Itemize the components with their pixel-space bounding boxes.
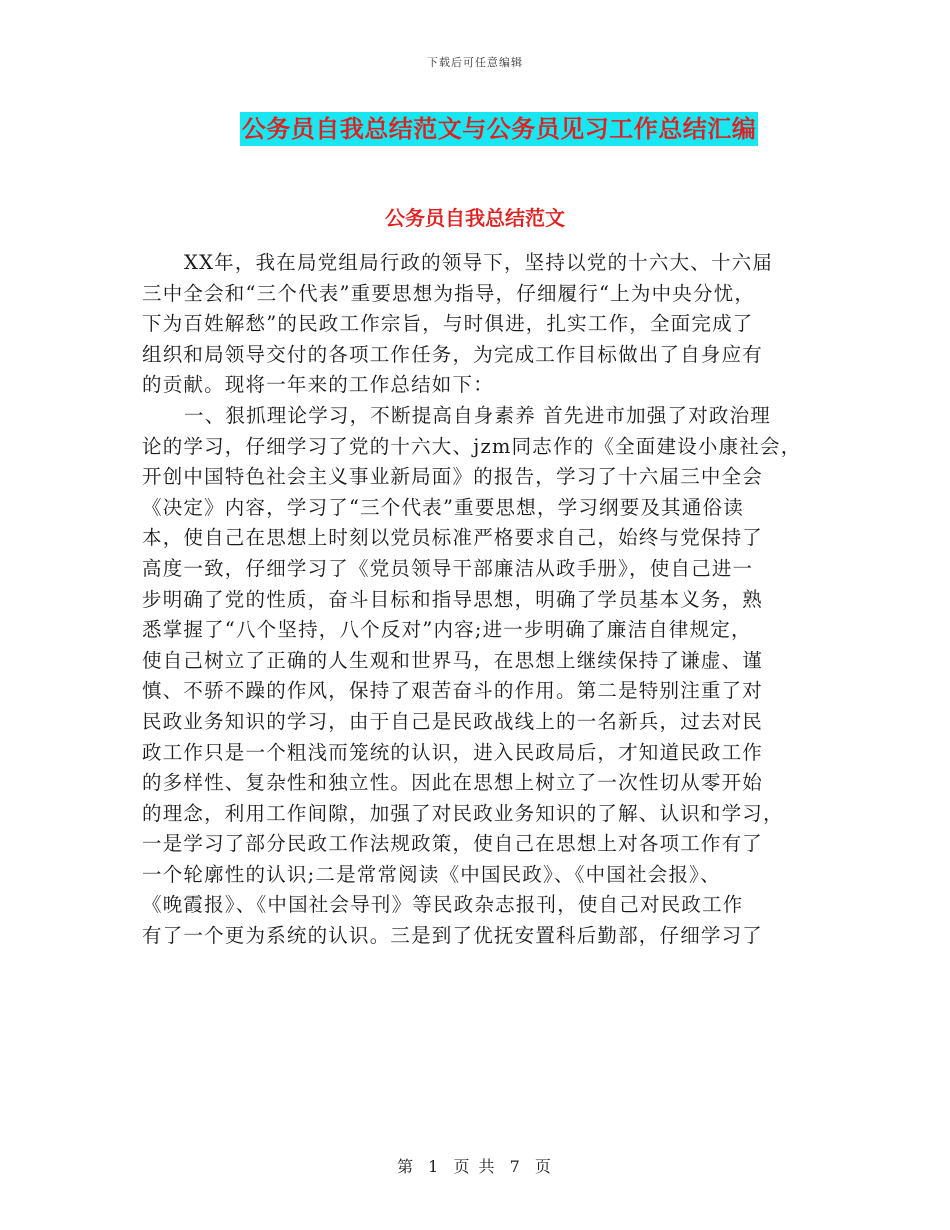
page-footer xyxy=(0,1154,950,1177)
body-line: 有了一个更为系统的认识。三是到了优抚安置科后勤部，仔细学习了 xyxy=(142,924,764,948)
page-label-suffix: 页 xyxy=(534,1157,553,1176)
body-line: 论的学习，仔细学习了党的十六大、jzm同志作的《全面建设小康社会， xyxy=(142,434,802,458)
body-line: 步明确了党的性质，奋斗目标和指导思想，明确了学员基本义务，熟 xyxy=(142,587,764,611)
main-title-container xyxy=(0,112,950,146)
body-line: 慎、不骄不躁的作风，保持了艰苦奋斗的作用。第二是特别注重了对 xyxy=(142,679,764,703)
body-line: 的理念，利用工作间隙，加强了对民政业务知识的了解、认识和学习， xyxy=(142,801,784,825)
body-line: 一是学习了部分民政工作法规政策，使自己在思想上对各项工作有了 xyxy=(142,832,764,856)
page-label-mid: 页 共 xyxy=(453,1157,497,1176)
body-line: 一个轮廓性的认识;二是常常阅读《中国民政》、《中国社会报》、 xyxy=(142,862,721,886)
document-title: 公务员自我总结范文与公务员见习工作总结汇编 xyxy=(240,112,759,146)
header-note: 下载后可任意编辑 xyxy=(427,56,523,69)
body-line: 悉掌握了“八个坚持，八个反对”内容;进一步明确了廉洁自律规定， xyxy=(142,618,752,642)
body-line: 一、狠抓理论学习，不断提高自身素养 首先进市加强了对政治理 xyxy=(184,403,771,427)
section-title: 公务员自我总结范文 xyxy=(385,206,565,230)
current-page-number: 1 xyxy=(428,1157,441,1176)
body-line: 《晚霞报》、《中国社会导刊》等民政杂志报刊，使自己对民政工作 xyxy=(142,893,744,917)
body-line: 高度一致，仔细学习了《党员领导干部廉洁从政手册》，使自己进一 xyxy=(142,556,754,580)
page-label-prefix: 第 xyxy=(397,1157,416,1176)
body-line: 本，使自己在思想上时刻以党员标准严格要求自己，始终与党保持了 xyxy=(142,526,764,550)
body-line: 下为百姓解愁”的民政工作宗旨，与时俱进，扎实工作，全面完成了 xyxy=(142,312,754,336)
body-line: 的多样性、复杂性和独立性。因此在思想上树立了一次性切从零开始 xyxy=(142,771,764,795)
body-line: 民政业务知识的学习，由于自己是民政战线上的一名新兵，过去对民 xyxy=(142,709,764,733)
body-line: 政工作只是一个粗浅而笼统的认识，进入民政局后，才知道民政工作 xyxy=(142,740,764,764)
body-line: 开创中国特色社会主义事业新局面》的报告，学习了十六届三中全会 xyxy=(142,465,764,489)
body-text xyxy=(142,248,832,952)
body-line: 的贡献。现将一年来的工作总结如下： xyxy=(142,373,494,397)
total-pages-number: 7 xyxy=(509,1157,522,1176)
body-line: XX年，我在局党组局行政的领导下，坚持以党的十六大、十六届 xyxy=(184,251,774,274)
body-line: 组织和局领导交付的各项工作任务，为完成工作目标做出了自身应有 xyxy=(142,342,764,366)
body-line: 三中全会和“三个代表”重要思想为指导，仔细履行“上为中央分忧， xyxy=(142,281,756,305)
body-line: 使自己树立了正确的人生观和世界马，在思想上继续保持了谦虚、谨 xyxy=(142,648,764,672)
body-line: 《决定》内容，学习了“三个代表”重要思想，学习纲要及其通俗读 xyxy=(142,495,744,519)
